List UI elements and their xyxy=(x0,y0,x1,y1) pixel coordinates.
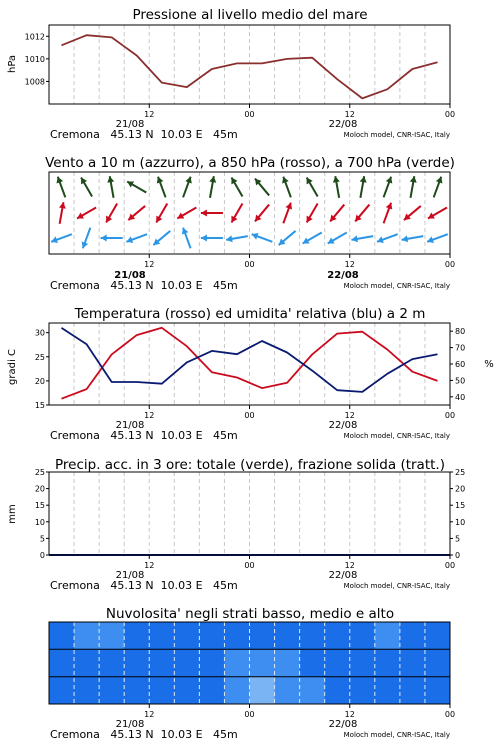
clouds-xaxis xyxy=(144,704,455,719)
precip-y-tick-label: 15 xyxy=(34,501,45,511)
precip-yaxis-right xyxy=(450,468,465,560)
temp-rh-x-tick-label: 12 xyxy=(144,411,155,420)
wind-arrow-700 xyxy=(282,177,291,198)
wind-arrow-700 xyxy=(384,177,393,198)
temp-rh-location: Cremona 45.13 N 10.03 E 45m xyxy=(50,429,238,442)
wind-arrow-700 xyxy=(231,177,242,196)
wind-panel xyxy=(45,155,455,292)
wind-arrow-10m xyxy=(153,231,170,245)
wind-arrow-700 xyxy=(81,177,92,196)
pressure-xaxis xyxy=(144,104,455,119)
wind-arrow-head xyxy=(201,235,207,242)
wind-arrow-head xyxy=(101,235,107,242)
cloud-cell xyxy=(250,649,276,677)
wind-xaxis xyxy=(144,254,455,269)
temp-rh-xaxis xyxy=(144,405,455,420)
temp-ylabel: gradi C xyxy=(7,349,18,385)
wind-arrow-700 xyxy=(360,176,367,198)
cloud-cell xyxy=(425,649,451,677)
wind-arrow-700 xyxy=(209,176,216,198)
clouds-x-tick-label: 00 xyxy=(244,710,255,719)
wind-x-tick-label: 12 xyxy=(344,260,355,269)
cloud-cell xyxy=(425,677,451,705)
cloud-cell xyxy=(325,622,351,650)
pressure-date-2: 22/08 xyxy=(328,119,358,130)
precip-date-2: 22/08 xyxy=(328,570,358,581)
precip-y-tick-label: 10 xyxy=(34,517,45,527)
wind-arrow-10m xyxy=(126,234,147,243)
cloud-cell xyxy=(400,622,426,650)
wind-arrow-10m xyxy=(427,234,448,243)
cloud-cell xyxy=(74,622,100,650)
precip-y-right-tick-label: 0 xyxy=(455,551,461,560)
cloud-cell xyxy=(400,677,426,705)
precip-title: Precip. acc. in 3 ore: totale (verde), frazione solida (tratt.) xyxy=(55,457,445,473)
temp-rh-gridlines xyxy=(74,323,425,405)
wind-arrow-10m xyxy=(402,235,424,242)
wind-arrow-700 xyxy=(183,177,192,198)
precip-y-right-tick-label: 25 xyxy=(455,468,466,477)
humidity-y-tick-label: 40 xyxy=(455,392,466,402)
wind-arrow-700 xyxy=(127,182,146,193)
wind-x-tick-label: 00 xyxy=(444,260,456,269)
wind-arrow-700 xyxy=(157,177,166,198)
wind-arrow-10m xyxy=(279,231,296,245)
cloud-cell xyxy=(149,649,175,677)
temp-y-tick-label: 25 xyxy=(34,352,45,362)
cloud-cell xyxy=(275,649,301,677)
cloud-cell xyxy=(74,649,100,677)
cloud-cell xyxy=(350,622,376,650)
precip-yaxis xyxy=(35,468,49,560)
pressure-yaxis xyxy=(25,32,49,86)
cloud-cell xyxy=(224,649,250,677)
wind-date-1: 21/08 xyxy=(114,270,146,281)
precip-y-tick-label: 0 xyxy=(39,551,45,560)
clouds-date-2: 22/08 xyxy=(328,719,358,730)
precip-ylabel: mm xyxy=(7,504,18,524)
temp-rh-panel xyxy=(7,306,494,442)
wind-location: Cremona 45.13 N 10.03 E 45m xyxy=(50,279,238,292)
wind-arrow-10m xyxy=(51,234,72,243)
wind-arrow-850 xyxy=(283,203,292,224)
precip-location: Cremona 45.13 N 10.03 E 45m xyxy=(50,579,238,592)
wind-arrow-10m xyxy=(328,233,347,244)
wind-credit: Moloch model, CNR-ISAC, Italy xyxy=(343,282,450,290)
humidity-ylabel: % xyxy=(484,359,494,370)
wind-arrow-850 xyxy=(201,210,223,217)
cloud-cell xyxy=(199,677,225,705)
cloud-cell xyxy=(99,649,125,677)
cloud-cell xyxy=(300,622,326,650)
pressure-title: Pressione al livello medio del mare xyxy=(132,7,368,23)
wind-arrow-850 xyxy=(307,203,318,222)
cloud-cell xyxy=(149,677,175,705)
humidity-y-tick-label: 70 xyxy=(455,343,466,353)
wind-x-tick-label: 00 xyxy=(244,260,255,269)
wind-arrow-850 xyxy=(384,203,393,224)
wind-arrow-head xyxy=(201,210,207,217)
precip-y-tick-label: 5 xyxy=(39,534,45,544)
pressure-date-1: 21/08 xyxy=(115,119,145,130)
wind-arrow-10m xyxy=(303,233,322,244)
precip-y-right-tick-label: 5 xyxy=(455,534,461,544)
wind-x-tick-label: 12 xyxy=(144,260,155,269)
clouds-title: Nuvolosita' negli strati basso, medio e alto xyxy=(105,606,395,622)
cloud-cell xyxy=(350,649,376,677)
pressure-gridlines xyxy=(74,25,425,104)
cloud-cell xyxy=(275,622,301,650)
precip-y-right-tick-label: 20 xyxy=(455,484,466,494)
pressure-x-tick-label: 00 xyxy=(444,110,456,119)
wind-arrow-850 xyxy=(255,205,269,222)
cloud-cell xyxy=(49,622,75,650)
precip-x-tick-label: 12 xyxy=(144,561,155,570)
cloud-cell xyxy=(375,649,401,677)
pressure-x-tick-label: 12 xyxy=(144,110,155,119)
temp-y-tick-label: 20 xyxy=(34,376,45,386)
temp-rh-x-tick-label: 00 xyxy=(244,411,255,420)
precip-xaxis xyxy=(144,555,455,570)
cloud-cell xyxy=(124,677,150,705)
wind-arrow-700 xyxy=(57,177,66,198)
cloud-cell xyxy=(224,677,250,705)
cloud-cell xyxy=(250,677,276,705)
cloud-cell xyxy=(224,622,250,650)
cloud-cell xyxy=(99,677,125,705)
cloud-cell xyxy=(174,677,200,705)
wind-arrow-850 xyxy=(59,202,66,224)
temp-y-tick-label: 30 xyxy=(34,328,45,338)
clouds-panel xyxy=(49,606,455,741)
wind-arrow-850 xyxy=(128,206,145,220)
wind-arrow-850 xyxy=(330,205,344,222)
cloud-cell xyxy=(375,622,401,650)
wind-arrow-850 xyxy=(355,205,369,222)
temp-yaxis xyxy=(35,329,49,410)
wind-arrow-10m xyxy=(201,235,223,242)
wind-arrow-10m xyxy=(182,228,191,249)
wind-arrow-10m xyxy=(101,235,123,242)
precip-y-tick-label: 25 xyxy=(34,468,45,477)
temp-rh-date-1: 21/08 xyxy=(115,420,145,431)
temp-rh-date-2: 22/08 xyxy=(328,420,358,431)
cloud-cell xyxy=(300,649,326,677)
humidity-y-tick-label: 50 xyxy=(455,376,466,386)
wind-arrow-700 xyxy=(333,176,340,198)
pressure-credit: Moloch model, CNR-ISAC, Italy xyxy=(343,131,450,139)
cloud-cell xyxy=(325,677,351,705)
cloud-cell xyxy=(375,677,401,705)
temp-rh-frame xyxy=(49,323,450,405)
precip-credit: Moloch model, CNR-ISAC, Italy xyxy=(343,582,450,590)
wind-arrow-700 xyxy=(410,176,417,198)
wind-arrow-10m xyxy=(82,228,91,249)
wind-arrow-10m xyxy=(252,233,273,242)
temp-rh-x-tick-label: 00 xyxy=(444,411,456,420)
wind-arrow-700 xyxy=(434,177,443,198)
wind-arrow-850 xyxy=(428,208,447,219)
pressure-y-tick-label: 1012 xyxy=(24,32,45,42)
wind-arrow-850 xyxy=(231,203,242,222)
wind-date-2: 22/08 xyxy=(327,270,359,281)
clouds-x-tick-label: 12 xyxy=(144,710,155,719)
precip-y-tick-label: 20 xyxy=(34,484,45,494)
pressure-y-tick-label: 1010 xyxy=(24,54,45,64)
precip-y-right-tick-label: 15 xyxy=(455,501,466,511)
pressure-location: Cremona 45.13 N 10.03 E 45m xyxy=(50,128,238,141)
temp-rh-title: Temperatura (rosso) ed umidita' relativa (blu) a 2 m xyxy=(74,306,426,322)
wind-arrow-10m xyxy=(226,235,248,242)
precip-y-right-tick-label: 10 xyxy=(455,517,466,527)
temp-rh-credit: Moloch model, CNR-ISAC, Italy xyxy=(343,432,450,440)
cloud-cell xyxy=(199,622,225,650)
pressure-ylabel: hPa xyxy=(7,54,18,74)
pressure-panel xyxy=(7,7,455,141)
wind-arrow-700 xyxy=(307,177,318,196)
precip-date-1: 21/08 xyxy=(115,570,145,581)
cloud-cell xyxy=(149,622,175,650)
wind-arrow-700 xyxy=(107,176,114,198)
humidity-y-tick-label: 80 xyxy=(455,327,466,337)
clouds-date-1: 21/08 xyxy=(115,719,145,730)
cloud-cell xyxy=(49,649,75,677)
precip-panel xyxy=(7,457,465,592)
pressure-y-tick-label: 1008 xyxy=(24,77,45,87)
wind-arrow-10m xyxy=(377,234,398,243)
cloud-cell xyxy=(174,649,200,677)
wind-arrow-10m xyxy=(351,235,373,242)
precip-x-tick-label: 00 xyxy=(244,561,255,570)
pressure-x-tick-label: 12 xyxy=(344,110,355,119)
wind-arrow-850 xyxy=(77,208,96,219)
wind-arrow-850 xyxy=(106,203,117,222)
cloud-cell xyxy=(250,622,276,650)
precip-x-tick-label: 12 xyxy=(344,561,355,570)
humidity-yaxis xyxy=(450,327,465,402)
cloud-cell xyxy=(400,649,426,677)
wind-frame xyxy=(49,172,450,254)
wind-arrow-700 xyxy=(255,179,269,196)
clouds-x-tick-label: 00 xyxy=(444,710,456,719)
pressure-x-tick-label: 00 xyxy=(244,110,255,119)
temp-rh-x-tick-label: 12 xyxy=(344,411,355,420)
cloud-cell xyxy=(425,622,451,650)
wind-arrow-850 xyxy=(177,208,196,219)
cloud-cell xyxy=(325,649,351,677)
cloud-cell xyxy=(199,649,225,677)
cloud-cell xyxy=(174,622,200,650)
clouds-credit: Moloch model, CNR-ISAC, Italy xyxy=(343,731,450,739)
cloud-cell xyxy=(350,677,376,705)
cloud-cell xyxy=(99,622,125,650)
wind-arrow-850 xyxy=(156,203,167,222)
temp-y-tick-label: 15 xyxy=(34,401,45,410)
clouds-location: Cremona 45.13 N 10.03 E 45m xyxy=(50,728,238,741)
precip-gridlines xyxy=(74,472,425,555)
cloud-cell xyxy=(74,677,100,705)
wind-arrow-850 xyxy=(404,206,421,220)
cloud-cell xyxy=(300,677,326,705)
cloud-cell xyxy=(124,649,150,677)
cloud-cell xyxy=(49,677,75,705)
cloud-cell xyxy=(124,622,150,650)
humidity-y-tick-label: 60 xyxy=(455,360,466,369)
cloud-cell xyxy=(275,677,301,705)
precip-x-tick-label: 00 xyxy=(444,561,456,570)
clouds-x-tick-label: 12 xyxy=(344,710,355,719)
wind-title: Vento a 10 m (azzurro), a 850 hPa (rosso), a 700 hPa (verde) xyxy=(45,155,455,171)
